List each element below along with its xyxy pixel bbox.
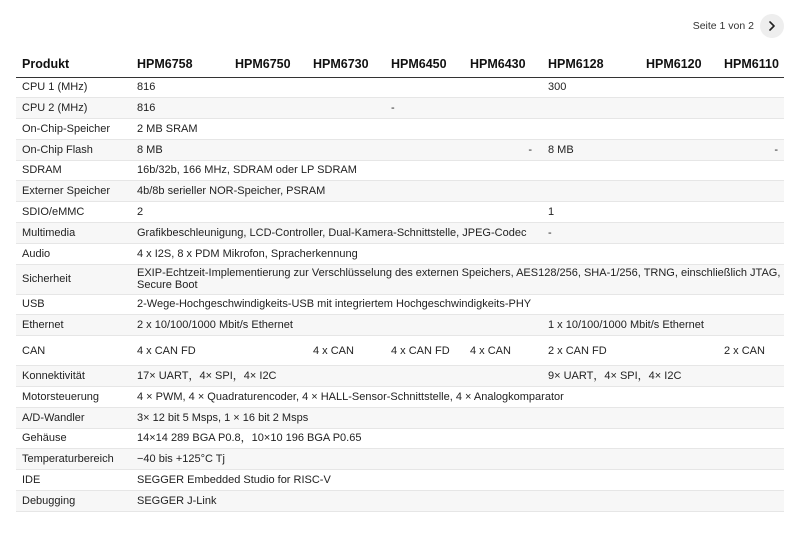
page-indicator: Seite 1 von 2 <box>692 20 754 32</box>
chevron-right-icon <box>767 21 777 31</box>
table-row <box>16 202 784 223</box>
col-header-hpm6750: HPM6750 <box>229 51 307 77</box>
table-cell: 8 MB <box>542 139 718 160</box>
table-row <box>16 470 784 491</box>
table-cell: 4 x CAN <box>464 336 542 366</box>
table-cell: 2 MB SRAM <box>131 119 784 140</box>
table-cell: SEGGER Embedded Studio for RISC-V <box>131 470 784 491</box>
col-header-hpm6128: HPM6128 <box>542 51 640 77</box>
table-cell: - <box>718 139 784 160</box>
row-label: Temperaturbereich <box>16 449 131 470</box>
table-cell: 2 <box>131 202 542 223</box>
table-cell: 4 x CAN FD <box>385 336 464 366</box>
table-row <box>16 387 784 408</box>
table-row <box>16 243 784 264</box>
row-label: CPU 1 (MHz) <box>16 77 131 98</box>
table-cell: 17× UART，4× SPI，4× I2C <box>131 366 542 387</box>
table-cell: 2 x CAN FD <box>542 336 718 366</box>
table-row <box>16 264 784 294</box>
table-cell: 2 x 10/100/1000 Mbit/s Ethernet <box>131 315 542 336</box>
row-label: CAN <box>16 336 131 366</box>
table-cell: 2 x CAN <box>718 336 784 366</box>
table-cell: 1 <box>542 202 784 223</box>
table-row <box>16 449 784 470</box>
row-label: Motorsteuerung <box>16 387 131 408</box>
table-cell: 9× UART，4× SPI，4× I2C <box>542 366 784 387</box>
table-cell: - <box>542 223 784 244</box>
table-row <box>16 181 784 202</box>
row-label: On-Chip Flash <box>16 139 131 160</box>
table-cell: 4b/8b serieller NOR-Speicher, PSRAM <box>131 181 784 202</box>
col-header-hpm6730: HPM6730 <box>307 51 385 77</box>
row-label: IDE <box>16 470 131 491</box>
table-cell: EXIP-Echtzeit-Implementierung zur Verschlüsselung des externen Speichers, AES128/256, SHA-1/256, TRNG, einschließlich JTAG, Secure Boot <box>131 264 784 294</box>
table-cell: SEGGER J-Link <box>131 491 784 512</box>
col-header-hpm6120: HPM6120 <box>640 51 718 77</box>
col-header-produkt: Produkt <box>16 51 131 77</box>
row-label: SDRAM <box>16 160 131 181</box>
table-row <box>16 139 784 160</box>
col-header-hpm6430: HPM6430 <box>464 51 542 77</box>
table-cell: 1 x 10/100/1000 Mbit/s Ethernet <box>542 315 784 336</box>
pagination <box>693 14 784 38</box>
table-row <box>16 160 784 181</box>
table-row <box>16 223 784 244</box>
table-row <box>16 77 784 98</box>
row-label: USB <box>16 294 131 315</box>
row-label: CPU 2 (MHz) <box>16 98 131 119</box>
table-cell: 14×14 289 BGA P0.8，10×10 196 BGA P0.65 <box>131 428 784 449</box>
table-cell: 4 x CAN FD <box>131 336 307 366</box>
row-label: Sicherheit <box>16 264 131 294</box>
table-cell: 816 <box>131 77 542 98</box>
table-row <box>16 336 784 366</box>
table-row <box>16 315 784 336</box>
table-cell: - <box>464 139 542 160</box>
row-label: Externer Speicher <box>16 181 131 202</box>
row-label: Ethernet <box>16 315 131 336</box>
header-row <box>16 51 784 77</box>
row-label: On-Chip-Speicher <box>16 119 131 140</box>
table-row <box>16 407 784 428</box>
col-header-hpm6450: HPM6450 <box>385 51 464 77</box>
table-row <box>16 366 784 387</box>
product-comparison-table <box>16 51 784 512</box>
table-cell: 4 x I2S, 8 x PDM Mikrofon, Spracherkennung <box>131 243 784 264</box>
table-cell: 300 <box>542 77 784 98</box>
row-label: Konnektivität <box>16 366 131 387</box>
row-label: SDIO/eMMC <box>16 202 131 223</box>
table-row <box>16 428 784 449</box>
table-row <box>16 491 784 512</box>
col-header-hpm6110: HPM6110 <box>718 51 784 77</box>
table-row <box>16 294 784 315</box>
table-cell: Grafikbeschleunigung, LCD-Controller, Dual-Kamera-Schnittstelle, JPEG-Codec <box>131 223 542 244</box>
table-cell: 8 MB <box>131 139 464 160</box>
col-header-hpm6758: HPM6758 <box>131 51 229 77</box>
row-label: Audio <box>16 243 131 264</box>
table-row <box>16 119 784 140</box>
row-label: A/D-Wandler <box>16 407 131 428</box>
row-label: Multimedia <box>16 223 131 244</box>
next-page-button[interactable] <box>760 14 784 38</box>
table-row <box>16 98 784 119</box>
table-cell: 3× 12 bit 5 Msps, 1 × 16 bit 2 Msps <box>131 407 784 428</box>
table-cell: - <box>385 98 784 119</box>
table-cell: −40 bis +125°C Tj <box>131 449 784 470</box>
row-label: Debugging <box>16 491 131 512</box>
table-cell: 4 × PWM, 4 × Quadraturencoder, 4 × HALL-Sensor-Schnittstelle, 4 × Analogkomparator <box>131 387 784 408</box>
table-cell: 16b/32b, 166 MHz, SDRAM oder LP SDRAM <box>131 160 784 181</box>
table-cell: 4 x CAN <box>307 336 385 366</box>
row-label: Gehäuse <box>16 428 131 449</box>
table-cell: 816 <box>131 98 385 119</box>
table-cell: 2-Wege-Hochgeschwindigkeits-USB mit integriertem Hochgeschwindigkeits-PHY <box>131 294 784 315</box>
